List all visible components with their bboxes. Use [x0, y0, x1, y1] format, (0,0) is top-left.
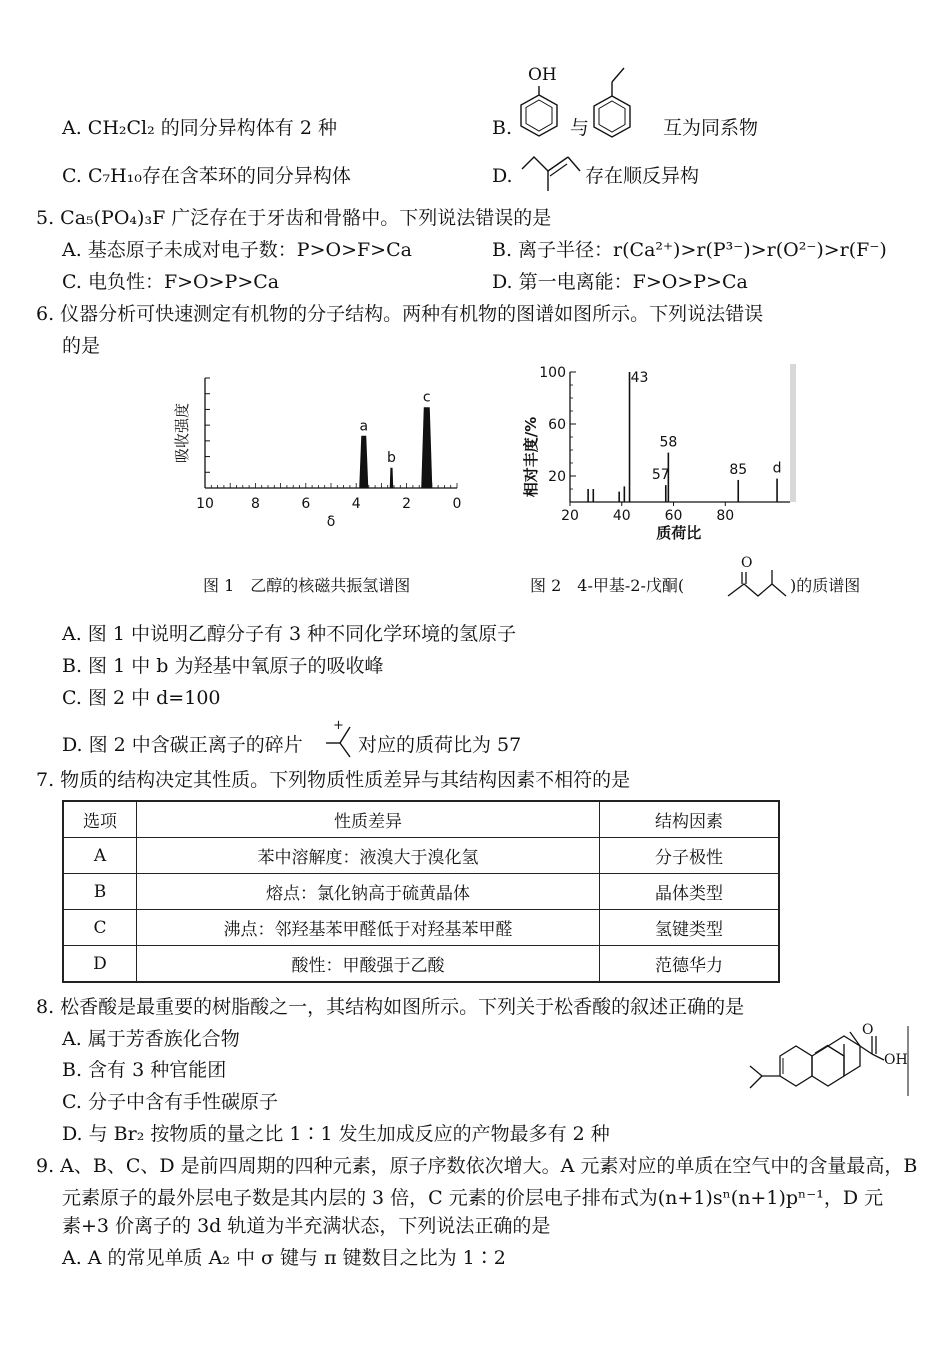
peak-label: a — [359, 418, 369, 435]
q7-table — [62, 800, 780, 983]
carbocation-plus-sign: + — [333, 718, 344, 733]
mass-spectrum-chart — [520, 362, 800, 547]
q6-stem-line2: 的是 — [62, 335, 101, 357]
nmr-peak — [390, 468, 392, 487]
q9-stem-line1: 9. A、B、C、D 是前四周期的四种元素，原子序数依次增大。A 元素对应的单质在空气中的含量最高，B — [36, 1155, 918, 1177]
table-cell: 沸点：邻羟基苯甲醛低于对羟基苯甲醛 — [137, 910, 600, 946]
nmr-peak — [422, 408, 432, 487]
ethylbenzene-structure — [590, 66, 640, 150]
q9-option-a: A. A 的常见单质 A₂ 中 σ 键与 π 键数目之比为 1∶2 — [62, 1247, 506, 1269]
nmr-spectrum-chart — [175, 370, 470, 530]
carbocation-fragment-structure — [324, 725, 354, 759]
table-row — [63, 910, 779, 946]
q4-option-c: C. C₇H₁₀存在含苯环的同分异构体 — [62, 165, 351, 187]
table-row — [63, 838, 779, 874]
q6-option-d-prefix: D. 图 2 中含碳正离子的碎片 — [62, 734, 303, 756]
table-cell: 分子极性 — [600, 838, 780, 874]
figure1-caption: 图 1 乙醇的核磁共振氢谱图 — [203, 576, 411, 595]
q8-option-d: D. 与 Br₂ 按物质的量之比 1∶1 发生加成反应的产物最多有 2 种 — [62, 1123, 610, 1145]
table-cell: 苯中溶解度：液溴大于溴化氢 — [137, 838, 600, 874]
table-cell: 氢键类型 — [600, 910, 780, 946]
table-cell: 熔点：氯化钠高于硫黄晶体 — [137, 874, 600, 910]
peak-label: b — [387, 450, 396, 467]
y-axis-label: 相对丰度/% — [522, 416, 540, 498]
table-header-cell: 性质差异 — [137, 801, 600, 838]
q7-stem: 7. 物质的结构决定其性质。下列物质性质差异与其结构因素不相符的是 — [36, 769, 631, 791]
table-row — [63, 946, 779, 983]
peak-label: c — [422, 389, 431, 406]
q4-option-d-prefix: D. — [492, 165, 513, 187]
q8-option-c: C. 分子中含有手性碳原子 — [62, 1091, 278, 1113]
x-axis-label: δ — [326, 514, 336, 530]
abietic-acid-oh-label: OH — [884, 1052, 908, 1068]
table-cell: 范德华力 — [600, 946, 780, 983]
x-tick-label: 6 — [301, 496, 311, 512]
x-tick-label: 20 — [561, 508, 579, 524]
figure2-caption-prefix: 图 2 4-甲基-2-戊酮( — [530, 576, 685, 595]
q4-option-b-mid: 与 — [570, 117, 590, 139]
q6-stem-line1: 6. 仪器分析可快速测定有机物的分子结构。两种有机物的图谱如图所示。下列说法错误 — [36, 303, 764, 325]
q8-option-b: B. 含有 3 种官能团 — [62, 1059, 227, 1081]
abietic-acid-o-label: O — [862, 1022, 874, 1038]
q8-option-a: A. 属于芳香族化合物 — [62, 1028, 240, 1050]
x-tick-label: 40 — [612, 508, 631, 524]
y-tick-label: 60 — [548, 417, 566, 433]
table-cell: 晶体类型 — [600, 874, 780, 910]
x-tick-label: 80 — [716, 508, 735, 524]
ketone-o-label: O — [741, 555, 753, 571]
peak-label: d — [772, 460, 782, 477]
table-cell: A — [63, 838, 137, 874]
q5-option-d: D. 第一电离能：F>O>P>Ca — [492, 271, 748, 293]
q5-option-c: C. 电负性：F>O>P>Ca — [62, 271, 280, 293]
q6-option-b: B. 图 1 中 b 为羟基中氧原子的吸收峰 — [62, 655, 384, 677]
phenol-structure — [515, 86, 565, 146]
q4-option-a: A. CH₂Cl₂ 的同分异构体有 2 种 — [62, 117, 337, 139]
table-header-cell: 结构因素 — [600, 801, 780, 838]
q5-option-a: A. 基态原子未成对电子数：P>O>F>Ca — [62, 239, 412, 261]
q6-option-a: A. 图 1 中说明乙醇分子有 3 种不同化学环境的氢原子 — [62, 623, 517, 645]
chart-border-shade — [790, 364, 796, 502]
q4-option-b-suffix: 互为同系物 — [663, 117, 759, 139]
x-tick-label: 10 — [196, 496, 214, 512]
table-row — [63, 874, 779, 910]
x-tick-label: 0 — [452, 496, 462, 512]
peak-label: 85 — [729, 461, 748, 478]
q9-stem-line3: 素+3 价离子的 3d 轨道为半充满状态，下列说法正确的是 — [62, 1215, 551, 1237]
table-header-row — [63, 801, 779, 838]
x-tick-label: 2 — [402, 496, 412, 512]
x-tick-label: 4 — [351, 496, 361, 512]
table-header-cell: 选项 — [63, 801, 137, 838]
table-cell: B — [63, 874, 137, 910]
q4-option-b-prefix: B. — [492, 117, 513, 139]
ketone-structure — [724, 570, 788, 600]
alkene-structure — [520, 155, 582, 197]
phenol-oh-label: OH — [528, 65, 557, 85]
figure2-caption-suffix: )的质谱图 — [790, 576, 861, 595]
y-tick-label: 100 — [539, 365, 566, 381]
table-cell: D — [63, 946, 137, 983]
peak-label: 58 — [659, 434, 678, 451]
peak-label: 43 — [630, 370, 649, 386]
q6-option-c: C. 图 2 中 d=100 — [62, 687, 221, 709]
x-tick-label: 8 — [250, 496, 260, 512]
x-axis-label: 质荷比 — [656, 524, 702, 542]
q8-stem: 8. 松香酸是最重要的树脂酸之一，其结构如图所示。下列关于松香酸的叙述正确的是 — [36, 996, 745, 1018]
y-tick-label: 20 — [548, 469, 566, 485]
peak-label: 57 — [651, 467, 670, 484]
x-tick-label: 60 — [664, 508, 683, 524]
y-axis-label: 吸收强度 — [173, 402, 191, 464]
q5-stem: 5. Ca₅(PO₄)₃F 广泛存在于牙齿和骨骼中。下列说法错误的是 — [36, 207, 552, 229]
nmr-peak — [360, 436, 368, 487]
table-cell: 酸性：甲酸强于乙酸 — [137, 946, 600, 983]
abietic-acid-structure — [732, 1022, 912, 1098]
q4-option-d-suffix: 存在顺反异构 — [585, 165, 700, 187]
q9-stem-line2: 元素原子的最外层电子数是其内层的 3 倍，C 元素的价层电子排布式为(n+1)sⁿ(n+1)pⁿ⁻¹，D 元 — [62, 1187, 884, 1209]
table-cell: C — [63, 910, 137, 946]
q6-option-d-suffix: 对应的质荷比为 57 — [358, 734, 522, 756]
q5-option-b: B. 离子半径：r(Ca²⁺)>r(P³⁻)>r(O²⁻)>r(F⁻) — [492, 239, 887, 261]
